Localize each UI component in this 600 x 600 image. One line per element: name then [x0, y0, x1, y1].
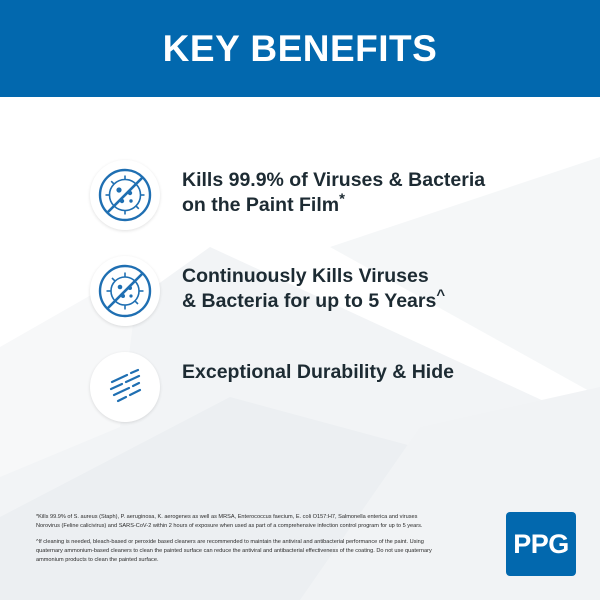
benefits-list	[0, 160, 600, 446]
benefit-text-1	[182, 160, 485, 218]
footnote-asterisk: *Kills 99.9% of S. aureus (Staph), P. aeruginosa, K. aerogenes as well as MRSA, Enterococcus faecium, E. coli O157:H7, Salmonella enterica and viruses Norovirus (Feline calicivirus) and SARS-CoV-2 within 2 hours of exposure when used as part of a comprehensive infection control program for up to 5 years.	[36, 514, 423, 530]
virus-continuous-protection-icon	[96, 262, 154, 320]
benefit-line-2-b: & Bacteria for up to 5 Years	[182, 289, 437, 312]
benefit-icon-circle-3	[90, 352, 160, 422]
page-title: KEY BENEFITS	[162, 28, 438, 69]
benefit-icon-circle-2	[90, 256, 160, 326]
page-header	[0, 0, 600, 97]
benefit-item-3	[0, 352, 600, 422]
benefit-item-2	[0, 256, 600, 326]
benefit-text-3	[182, 352, 454, 385]
footnotes	[36, 513, 436, 572]
virus-crossed-out-icon	[96, 166, 154, 224]
benefit-text-2	[182, 256, 445, 314]
benefit-item-1	[0, 160, 600, 230]
benefit-line-3-a: Exceptional Durability & Hide	[182, 361, 454, 383]
benefit-line-1-a: Kills 99.9% of Viruses & Bacteria	[182, 169, 486, 191]
ppg-logo-text: PPG	[513, 528, 569, 559]
ppg-logo	[506, 512, 576, 576]
benefit-superscript-1: *	[339, 190, 345, 208]
paint-brush-strokes-icon	[96, 358, 154, 416]
benefit-line-1-b: on the Paint Film	[182, 193, 340, 216]
benefit-icon-circle-1	[90, 160, 160, 230]
benefit-superscript-2: ^	[436, 286, 446, 304]
benefit-line-2-a: Continuously Kills Viruses	[182, 265, 429, 287]
footnote-caret: ^If cleaning is needed, bleach-based or peroxide based cleaners are recommended to maintain the antiviral and antibacterial performance of the paint. Using quaternary ammonium-based cleaners to clean the painted surface can reduce the antiviral and antibacterial effectiveness of the coating. Do not use quaternary ammonium products to clean the painted surface.	[36, 539, 432, 564]
